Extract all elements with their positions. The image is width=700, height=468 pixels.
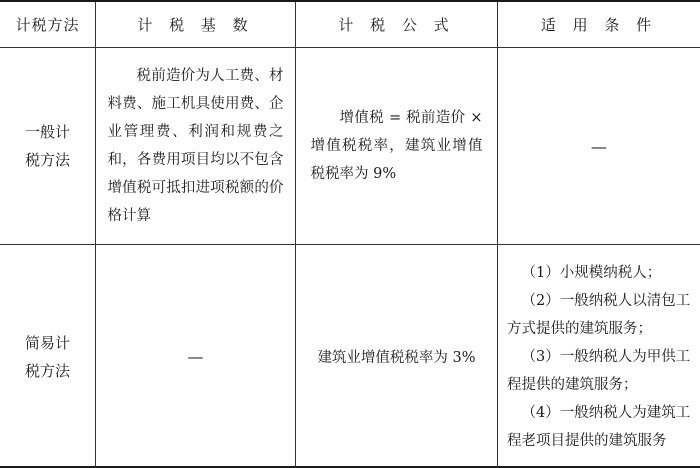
- cell-condition-general: [498, 48, 700, 244]
- condition-item: （3）一般纳税人为甲供工程提供的建筑服务；: [507, 348, 691, 393]
- table-row-simple: [0, 245, 700, 468]
- cell-method-simple: [0, 245, 96, 468]
- header-cell-condition: [498, 2, 700, 47]
- method-simple-label: 简易计税方法: [24, 333, 70, 380]
- cell-formula-simple: [296, 245, 498, 468]
- header-base-label: 计 税 基 数: [137, 16, 254, 34]
- header-condition-label: 适 用 条 件: [540, 16, 658, 34]
- header-cell-formula: [296, 2, 498, 47]
- table-header-row: [0, 2, 700, 48]
- cell-base-general: [96, 48, 296, 244]
- header-cell-base: [96, 2, 296, 47]
- header-method-label: 计税方法: [15, 16, 80, 34]
- condition-item: （4）一般纳税人为建筑工程老项目提供的建筑服务: [507, 404, 691, 449]
- header-cell-method: [0, 2, 96, 47]
- condition-item: （1）小规模纳税人；: [521, 264, 662, 281]
- cell-base-simple: [96, 245, 296, 468]
- cell-condition-simple: [498, 245, 700, 468]
- formula-general-text: 增值税 = 税前造价 × 增值税税率，建筑业增值税税率为 9%: [310, 110, 483, 182]
- formula-simple-text: 建筑业增值税税率为 3%: [317, 350, 476, 366]
- cell-method-general: [0, 48, 96, 244]
- base-simple-dash: —: [187, 347, 204, 366]
- base-general-text: 税前造价为人工费、材料费、施工机具使用费、企业管理费、利润和规费之和，各费用项目均以不包含增值税可抵扣进项税额的价格计算: [107, 68, 284, 224]
- condition-item: （2）一般纳税人以清包工方式提供的建筑服务；: [507, 292, 691, 337]
- condition-list: [507, 259, 691, 455]
- table-row-general: [0, 48, 700, 245]
- condition-general-dash: —: [591, 136, 607, 156]
- header-formula-label: 计 税 公 式: [338, 16, 455, 34]
- cell-formula-general: [296, 48, 498, 244]
- method-general-label: 一般计税方法: [24, 123, 70, 169]
